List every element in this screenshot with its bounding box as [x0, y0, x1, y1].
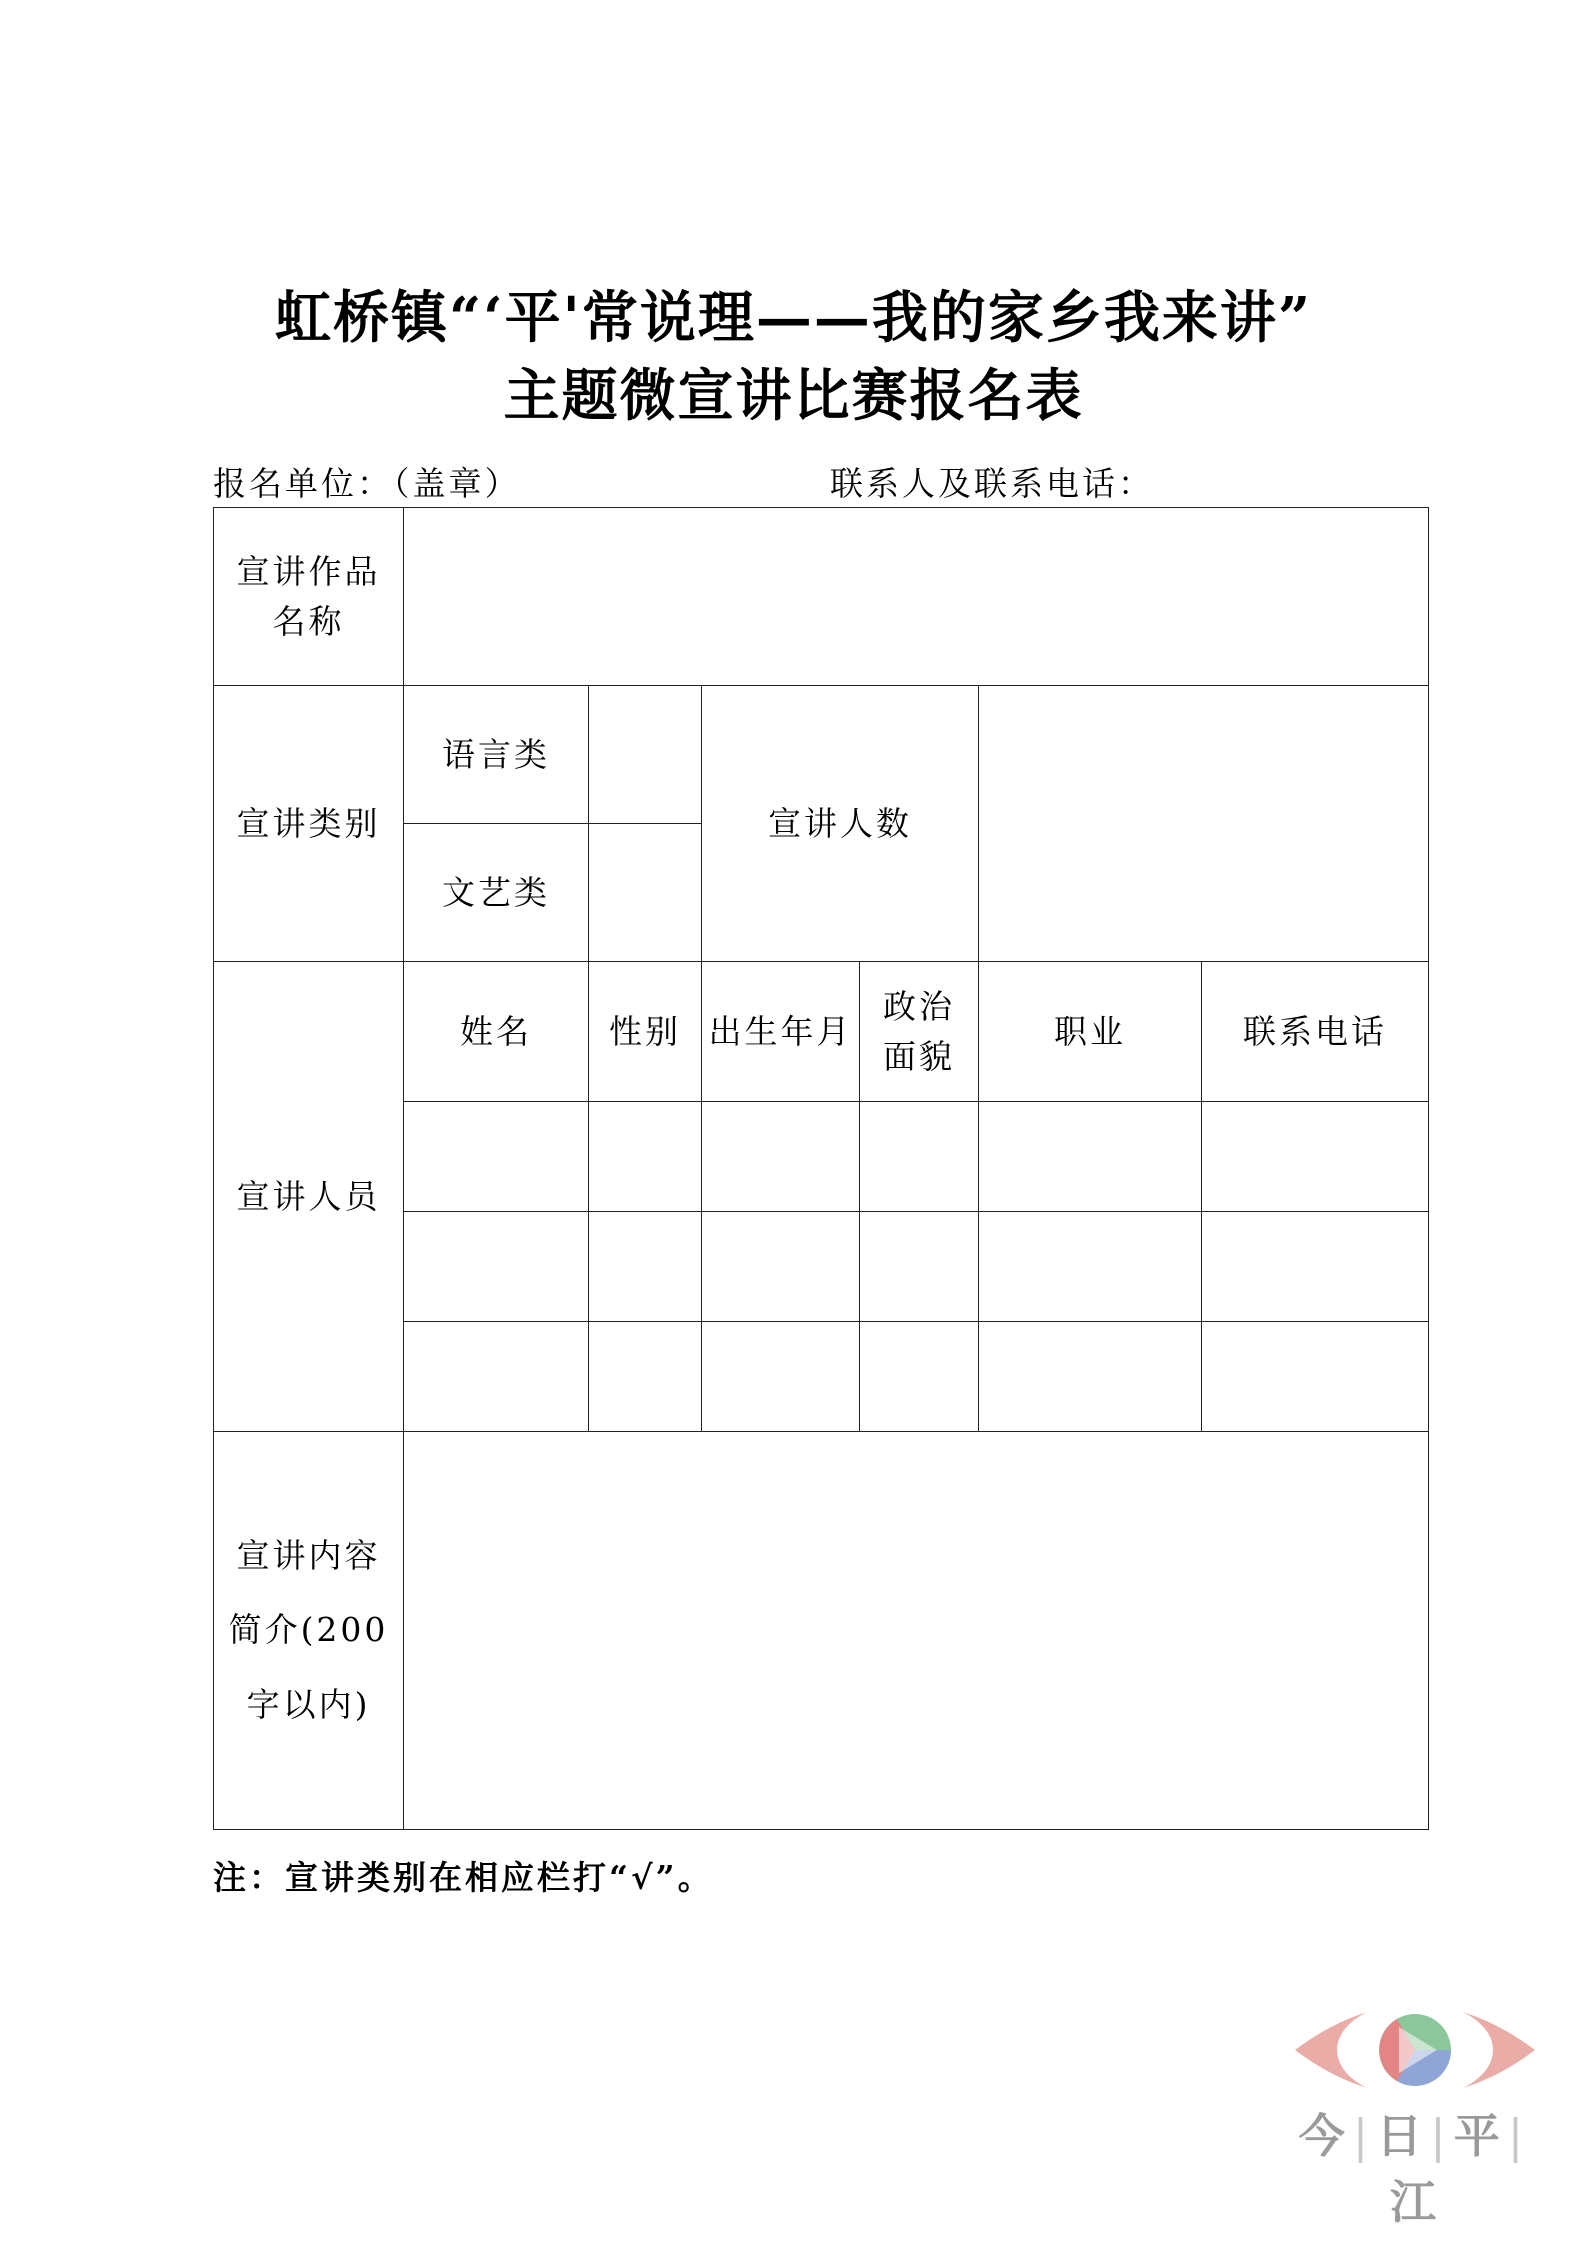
- speaker-count-label: 宣讲人数: [702, 686, 979, 962]
- registration-unit-label: 报名单位：（盖章）: [213, 464, 521, 503]
- speaker-birth-cell[interactable]: [702, 1322, 860, 1432]
- col-gender-header: 性别: [589, 962, 702, 1102]
- category-language-label: 语言类: [404, 686, 589, 824]
- col-birth-header: 出生年月: [702, 962, 860, 1102]
- summary-label: [214, 1432, 404, 1830]
- watermark-text: 今|日|平|江: [1298, 2109, 1528, 2229]
- col-political-header-line1: 政治: [883, 987, 955, 1026]
- speaker-name-cell[interactable]: [404, 1212, 589, 1322]
- speaker-political-cell[interactable]: [860, 1102, 979, 1212]
- speaker-occupation-cell[interactable]: [979, 1322, 1202, 1432]
- work-name-label: [214, 508, 404, 686]
- speaker-birth-cell[interactable]: [702, 1212, 860, 1322]
- category-language-checkbox[interactable]: [589, 686, 702, 824]
- col-name-header: 姓名: [404, 962, 589, 1102]
- speaker-political-cell[interactable]: [860, 1212, 979, 1322]
- speaker-phone-cell[interactable]: [1202, 1102, 1429, 1212]
- work-name-field[interactable]: [404, 508, 1429, 686]
- summary-label-line2: 简介(200: [228, 1610, 389, 1650]
- category-arts-label: 文艺类: [404, 824, 589, 962]
- speaker-gender-cell[interactable]: [589, 1212, 702, 1322]
- registration-form-table: [213, 507, 1429, 1830]
- speaker-political-cell[interactable]: [860, 1322, 979, 1432]
- col-political-header: [860, 962, 979, 1102]
- summary-label-line1: 宣讲内容: [236, 1536, 381, 1576]
- summary-label-line3: 字以内): [246, 1684, 371, 1724]
- work-name-label-line1: 宣讲作品: [236, 552, 381, 591]
- contact-label: 联系人及联系电话：: [830, 464, 1154, 503]
- watermark-char: 今: [1298, 2109, 1349, 2163]
- speaker-count-field[interactable]: [979, 686, 1429, 962]
- speaker-phone-cell[interactable]: [1202, 1212, 1429, 1322]
- speaker-phone-cell[interactable]: [1202, 1322, 1429, 1432]
- speaker-gender-cell[interactable]: [589, 1322, 702, 1432]
- col-phone-header: 联系电话: [1202, 962, 1429, 1102]
- col-occupation-header: 职业: [979, 962, 1202, 1102]
- speaker-gender-cell[interactable]: [589, 1102, 702, 1212]
- speaker-occupation-cell[interactable]: [979, 1212, 1202, 1322]
- speakers-label: 宣讲人员: [214, 962, 404, 1432]
- category-label: 宣讲类别: [214, 686, 404, 962]
- form-title-line1: 虹桥镇“‘平'常说理——我的家乡我来讲”: [274, 285, 1313, 351]
- watermark-char: 平: [1453, 2109, 1504, 2163]
- watermark-char: 江: [1390, 2175, 1440, 2229]
- col-political-header-line2: 面貌: [883, 1036, 955, 1076]
- watermark-char: 日: [1376, 2109, 1427, 2163]
- speaker-occupation-cell[interactable]: [979, 1102, 1202, 1212]
- form-title-line2: 主题微宣讲比赛报名表: [503, 363, 1084, 429]
- speaker-name-cell[interactable]: [404, 1322, 589, 1432]
- category-arts-checkbox[interactable]: [589, 824, 702, 962]
- footnote: 注：宣讲类别在相应栏打“√”。: [213, 1858, 714, 1897]
- summary-field[interactable]: [404, 1432, 1429, 1830]
- work-name-label-line2: 名称: [272, 601, 345, 641]
- speaker-name-cell[interactable]: [404, 1102, 589, 1212]
- speaker-birth-cell[interactable]: [702, 1102, 860, 1212]
